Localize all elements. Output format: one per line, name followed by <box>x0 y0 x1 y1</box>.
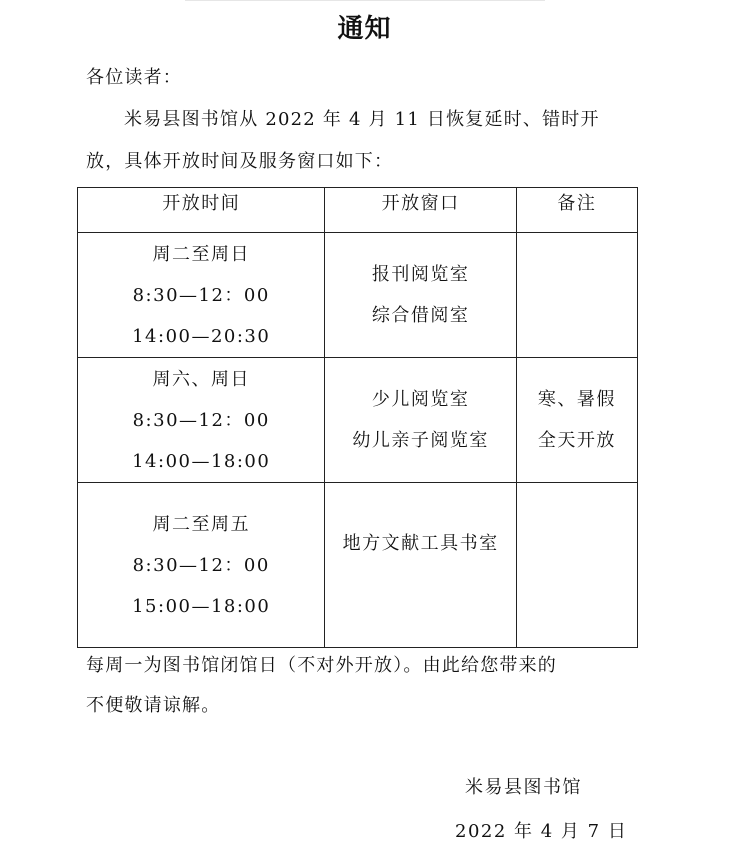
header-remarks: 备注 <box>516 188 637 233</box>
window-cell <box>325 483 516 648</box>
header-open-time: 开放时间 <box>78 188 325 233</box>
intro-line-1: 米易县图书馆从 2022 年 4 月 11 日恢复延时、错时开 <box>124 109 600 130</box>
window-cell <box>325 358 516 483</box>
time-days: 周六、周日 <box>152 368 250 390</box>
time-morning: 8:30—12：00 <box>132 409 270 431</box>
closing-line-2: 不便敬请谅解。 <box>86 695 221 716</box>
time-morning: 8:30—12：00 <box>132 554 270 576</box>
top-divider <box>185 0 545 1</box>
time-days: 周二至周日 <box>152 243 250 265</box>
closing-line-1: 每周一为图书馆闭馆日（不对外开放）。由此给您带来的 <box>86 655 557 676</box>
window-name: 综合借阅室 <box>371 305 470 326</box>
time-afternoon: 15:00—18:00 <box>132 595 271 617</box>
window-name: 幼儿亲子阅览室 <box>352 430 489 451</box>
time-days: 周二至周五 <box>152 513 250 535</box>
time-afternoon: 14:00—18:00 <box>132 450 271 472</box>
time-cell <box>78 233 325 358</box>
closing-paragraph <box>86 646 557 726</box>
salutation: 各位读者： <box>86 67 182 88</box>
window-name: 地方文献工具书室 <box>342 533 499 554</box>
schedule-table <box>77 187 638 648</box>
notice-title: 通知 <box>337 14 392 44</box>
table-row <box>78 483 638 648</box>
intro-line-2: 放，具体开放时间及服务窗口如下： <box>86 151 394 172</box>
remarks-cell <box>516 483 637 648</box>
table-row <box>78 233 638 358</box>
table-row <box>78 358 638 483</box>
window-cell <box>325 233 516 358</box>
remark-line: 全天开放 <box>537 430 616 451</box>
window-name: 报刊阅览室 <box>371 264 470 285</box>
header-open-window: 开放窗口 <box>325 188 516 233</box>
intro-paragraph <box>86 104 600 188</box>
time-morning: 8:30—12：00 <box>132 284 270 306</box>
remark-line: 寒、暑假 <box>537 389 616 410</box>
table-header-row <box>78 188 638 233</box>
signature-date: 2022 年 4 月 7 日 <box>455 821 628 842</box>
time-cell <box>78 483 325 648</box>
time-afternoon: 14:00—20:30 <box>132 325 271 347</box>
remarks-cell <box>516 358 637 483</box>
time-cell <box>78 358 325 483</box>
window-name: 少儿阅览室 <box>371 389 470 410</box>
signature-organization: 米易县图书馆 <box>465 777 582 798</box>
remarks-cell <box>516 233 637 358</box>
